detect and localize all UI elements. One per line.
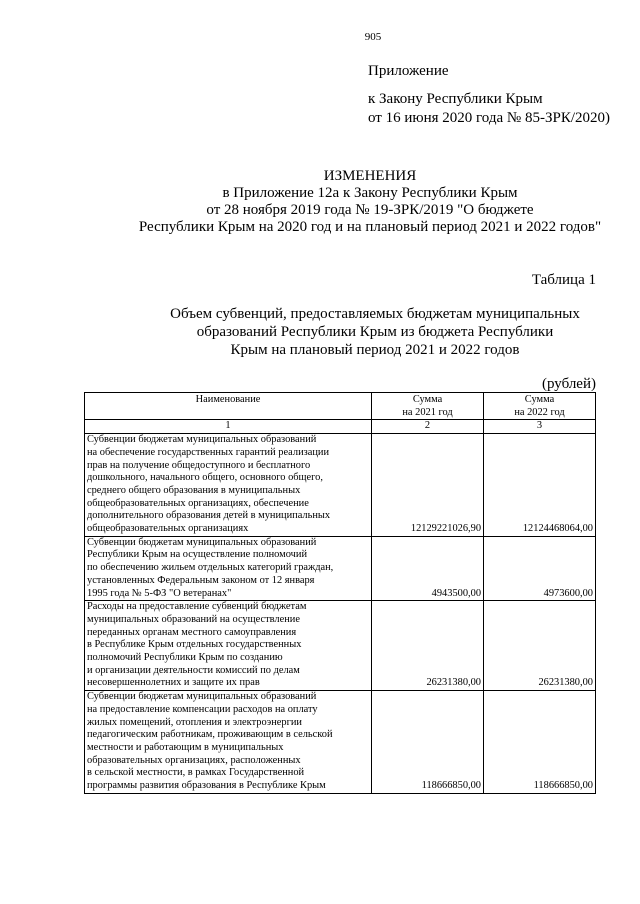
header-name: Наименование — [85, 393, 372, 420]
table-caption: Таблица 1 — [531, 272, 596, 288]
row-name-line: несовершеннолетних и защите их прав — [87, 677, 260, 689]
units-label: (рублей) — [541, 376, 596, 392]
row-name-line: по обеспечению жильем отдельных категорий граждан, — [87, 562, 334, 574]
title-line-1: в Приложение 12а к Закону Республики Крым — [222, 185, 518, 201]
title-heading: ИЗМЕНЕНИЯ — [323, 168, 417, 184]
row-name-line: образовательных организациях, расположенных — [87, 754, 301, 766]
row-sum-2022: 118666850,00 — [484, 691, 596, 794]
row-name-line: жилых помещений, отопления и электроэнергии — [87, 716, 302, 728]
row-name-line: Республики Крым на осуществление полномочий — [87, 549, 308, 561]
document-title — [100, 168, 640, 236]
row-name-line: Расходы на предоставление субвенций бюджетам — [87, 601, 307, 613]
title-line-2: от 28 ноября 2019 года № 19-ЗРК/2019 "О бюджете — [206, 202, 534, 218]
row-name-line: установленных Федеральным законом от 12 января — [87, 574, 315, 586]
row-name-line: переданных органам местного самоуправления — [87, 626, 297, 638]
row-name-line: Субвенции бюджетам муниципальных образований — [87, 434, 317, 446]
row-name-line: Субвенции бюджетам муниципальных образований — [87, 536, 317, 548]
row-name-line: муниципальных образований на осуществление — [87, 613, 300, 625]
title-line-3: Республики Крым на 2020 год и на плановый период 2021 и 2022 годов" — [138, 219, 602, 235]
table-row — [85, 691, 596, 794]
row-sum-2022: 12124468064,00 — [484, 434, 596, 537]
row-name-cell — [85, 536, 372, 601]
row-name-line: на предоставление компенсации расходов на оплату — [87, 703, 318, 715]
appendix-note — [368, 62, 610, 128]
row-sum-2021: 12129221026,90 — [372, 434, 484, 537]
page-number: 905 — [364, 31, 382, 43]
row-sum-2021: 26231380,00 — [372, 601, 484, 691]
row-sum-2021: 4943500,00 — [372, 536, 484, 601]
row-name-line: Субвенции бюджетам муниципальных образований — [87, 691, 317, 703]
row-name-line: в Республике Крым отдельных государственных — [87, 639, 302, 651]
row-name-cell — [85, 601, 372, 691]
subtitle-line-2: образований Республики Крым из бюджета Республики — [196, 324, 554, 340]
row-name-line: программы развития образования в Республике Крым — [87, 780, 326, 792]
table-subtitle — [110, 305, 640, 359]
subtitle-line-3: Крым на плановый период 2021 и 2022 годов — [230, 342, 520, 358]
row-sum-2021: 118666850,00 — [372, 691, 484, 794]
subtitle-line-1: Объем субвенций, предоставляемых бюджетам муниципальных — [170, 306, 580, 322]
table-row — [85, 536, 596, 601]
table-row — [85, 434, 596, 537]
row-name-line: в сельской местности, в рамках Государственной — [87, 767, 305, 779]
index-cell: 2 — [372, 420, 484, 434]
table-index-row — [85, 420, 596, 434]
subventions-table — [84, 392, 596, 794]
appendix-line-2: к Закону Республики Крым — [368, 91, 543, 107]
index-cell: 1 — [85, 420, 372, 434]
row-sum-2022: 4973600,00 — [484, 536, 596, 601]
row-sum-2022: 26231380,00 — [484, 601, 596, 691]
appendix-line-1: Приложение — [368, 63, 449, 79]
row-name-line: полномочий Республики Крым по созданию — [87, 652, 283, 664]
row-name-cell — [85, 434, 372, 537]
row-name-line: дошкольного, начального общего, основного общего, — [87, 472, 323, 484]
header-sum-2022: Сумма на 2022 год — [484, 393, 596, 420]
table-row — [85, 601, 596, 691]
row-name-line: и организации деятельности комиссий по делам — [87, 664, 300, 676]
header-sum-2021: Сумма на 2021 год — [372, 393, 484, 420]
row-name-line: дополнительного образования детей в муниципальных — [87, 510, 331, 522]
row-name-line: местности и работающим в муниципальных — [87, 741, 284, 753]
row-name-line: общеобразовательных организациях — [87, 523, 249, 535]
row-name-line: среднего общего образования в муниципальных — [87, 484, 301, 496]
appendix-line-3: от 16 июня 2020 года № 85-ЗРК/2020) — [368, 110, 610, 126]
row-name-line: прав на получение общедоступного и бесплатного — [87, 459, 311, 471]
row-name-line: 1995 года № 5-ФЗ "О ветеранах" — [87, 587, 232, 599]
table-header-row — [85, 393, 596, 420]
row-name-cell — [85, 691, 372, 794]
row-name-line: на обеспечение государственных гарантий реализации — [87, 446, 330, 458]
index-cell: 3 — [484, 420, 596, 434]
row-name-line: педагогическим работникам, проживающим в сельской — [87, 729, 333, 741]
row-name-line: общеобразовательных организациях, обеспечение — [87, 497, 309, 509]
